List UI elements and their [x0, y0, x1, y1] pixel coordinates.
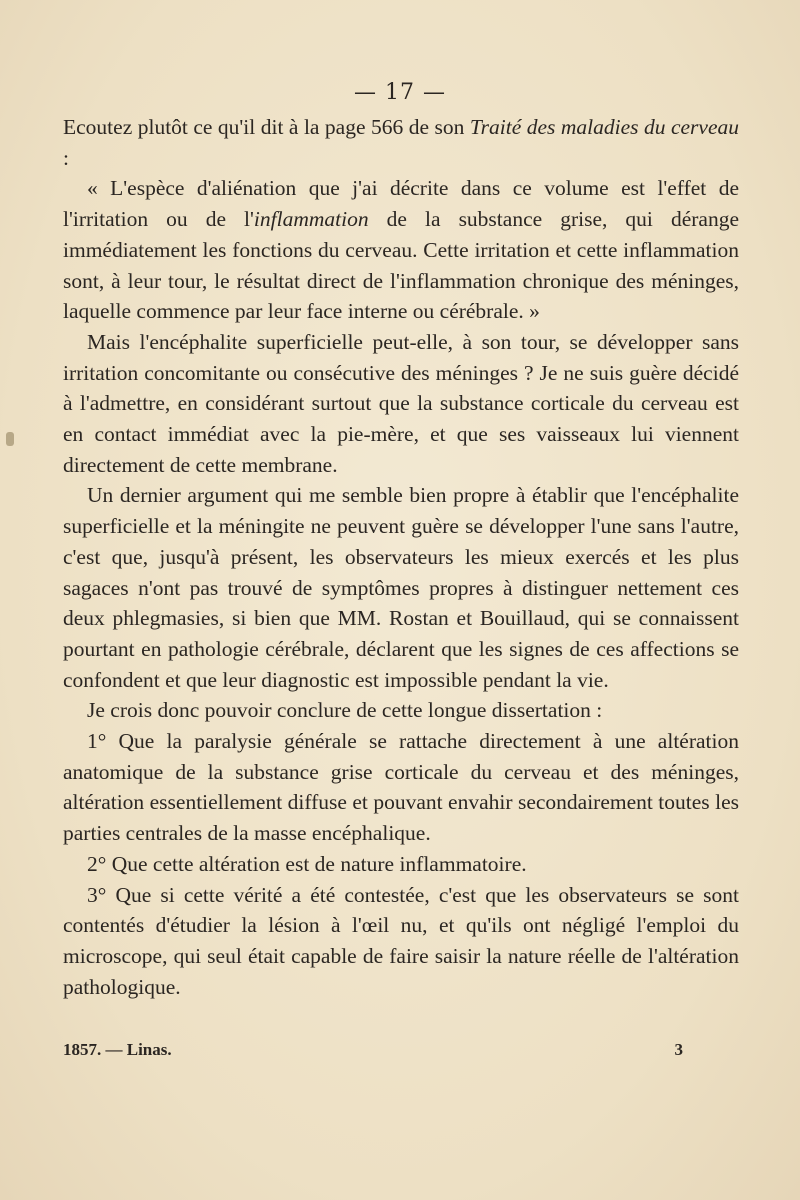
text-run: 2° Que cette altération est de nature inflammatoire. — [87, 851, 527, 876]
paragraph — [63, 726, 739, 849]
paragraph — [63, 480, 739, 695]
paragraph — [63, 173, 739, 327]
text-run: : — [63, 145, 69, 170]
paragraph — [63, 849, 739, 880]
text-run: Je crois donc pouvoir conclure de cette longue dissertation : — [87, 698, 603, 723]
paragraph — [63, 327, 739, 481]
page-number: — 17 — — [354, 80, 446, 105]
footer — [63, 1040, 683, 1060]
paragraph — [63, 880, 739, 1003]
text-run: Un dernier argument qui me semble bien propre à établir que l'encéphalite superficielle et la méningite ne peuvent guère se développer l'une sans l'autre, c'est que, jusqu'à présent, les observateurs les mieux exercés et les plus sagaces n'ont pas trouvé de symptômes propres à distinguer nettement ces deux phlegmasies, si bien que MM. Rostan et Bouillaud, qui se connaissent pourtant en pathologie cérébrale, déclarent que les signes de ces affections se confondent et que leur diagnostic est impossible pendant la vie. — [63, 483, 739, 692]
italic-text: inflammation — [253, 207, 369, 232]
paragraph — [63, 112, 739, 173]
text-run: Mais l'encéphalite superficielle peut-elle, à son tour, se développer sans irritation concomitante ou consécutive des méninges ? Je ne suis guère décidé à l'admettre, en considérant surtout que la substance corticale du cerveau est en contact immédiat avec la pie-mère, et que ses vaisseaux lui viennent directement de cette membrane. — [63, 329, 739, 477]
italic-text: Traité des maladies du cerveau — [469, 115, 739, 139]
signature-mark: 3 — [674, 1040, 683, 1059]
footer-imprint: 1857. — Linas. — [63, 1040, 172, 1059]
text-run: Ecoutez plutôt ce qu'il dit à la page 566 de son — [63, 115, 470, 139]
body-text — [63, 112, 739, 1002]
text-run: « L'espèce d'aliénation que j'ai décrite dans ce volume est l'effet de l'irritation ou de l' — [63, 176, 739, 232]
text-run: 1° Que la paralysie générale se rattache directement à une altération anatomique de la substance grise corticale du cerveau et des méninges, altération essentiellement diffuse et pouvant envahir secondairement toutes les parties centrales de la masse encéphalique. — [63, 729, 739, 846]
text-run: 3° Que si cette vérité a été contestée, c'est que les observateurs se sont contentés d'étudier la lésion à l'œil nu, et qu'ils ont négligé l'emploi du microscope, qui seul était capable de faire saisir la nature réelle de l'altération pathologique. — [63, 882, 739, 999]
text-run: de la substance grise, qui dérange immédiatement les fonctions du cerveau. Cette irritation et cette inflammation sont, à leur tour, le résultat direct de l'inflammation chronique des méninges, laquelle commence par leur face interne ou cérébrale. » — [63, 207, 740, 324]
margin-stain — [6, 432, 14, 446]
paragraph — [63, 695, 739, 726]
